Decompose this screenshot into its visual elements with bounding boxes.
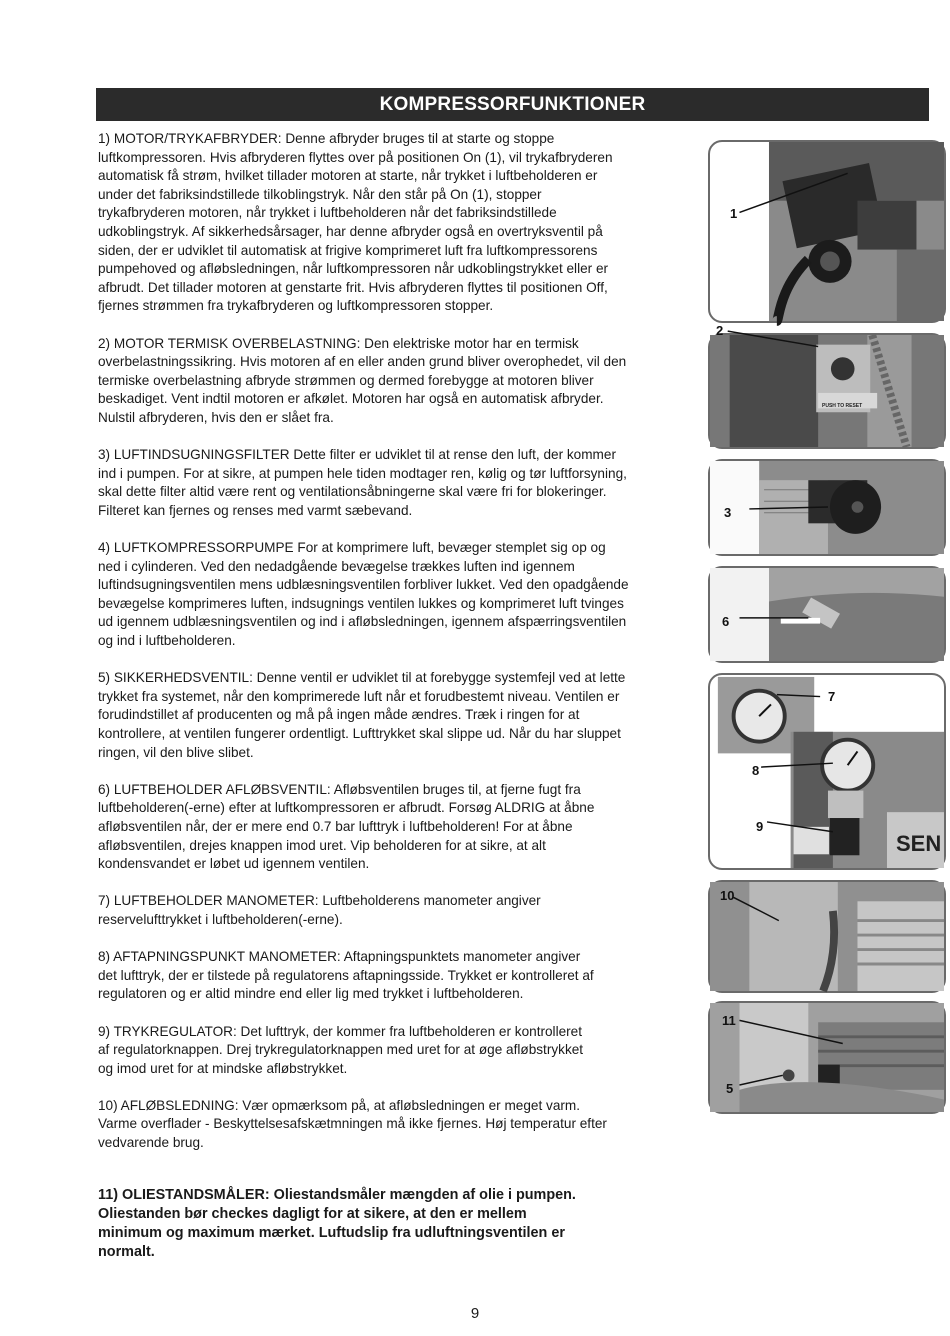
section-safety-valve: 5) SIKKERHEDSVENTIL: Denne ventil er udviklet til at forebygge systemfejl ved at lette trykket fra systemet, når den komprimerede luft når et forudbestemt niveau. Ventilen er forudindstillet af producenten og må på ingen måde ændres. Træk i ringen for at kontrollere, at ventilen fungerer ordentligt. Lufttrykket skal slippe ud. Når du har sluppet ringen, vil den blive slibet. xyxy=(98,670,626,760)
photo-discharge-line xyxy=(708,880,946,993)
section-compressor-pump: 4) LUFTKOMPRESSORPUMPE For at komprimere luft, bevæger stemplet sig op og ned i cylinderen. Ved den nedadgående bevægelse trækkes luften ind igennem luftindsugningsventilen mens udblæsningsventilen forbliver lukket. Ved den opadgående bevægelse komprimeres luften, indsugnings ventilen lukkes og komprimeret luft tvinges ud igennem udblæsningsventilen og ind i afløbsledningen, igennem afspærringsventilen og ind i luftbeholderen. xyxy=(98,540,629,649)
photo-intake-filter xyxy=(708,459,946,556)
page-number: 9 xyxy=(470,1305,480,1322)
section-motor-switch: 1) MOTOR/TRYKAFBRYDER: Denne afbryder bruges til at starte og stoppe luftkompressoren. Hvis afbryderen flyttes over på positionen On (1), vil trykafbryderen automatisk få strøm, hvilket tillader motoren at starte, når trykket i luftbeholderen er under det fabriksindstillede tilkoblingstryk. Når den står på On (1), stopper trykafbryderen motoren, når trykket i luftbeholderen når det fabriksindstillede udkoblingstryk. Af sikkerhedsårsager, har denne afbryder også en overtryksventil på siden, der er udviklet til automatisk at frigive komprimeret luft fra luftkompressorens pumpehoved og afløbsledningen, når luftkompressoren når udkoblingstrykket eller er afbrudt. Det tillader motoren at genstarte frit. Hvis afbryderen flyttes til positionen Off, fjernes strømmen fra trykafbryderen og luftkompressoren stopper. xyxy=(98,131,613,314)
photo-overload-reset xyxy=(708,323,946,449)
oil-level-note: 11) OLIESTANDSMÅLER: Oliestandsmåler mængden af olie i pumpen. Oliestanden bør checkes dagligt for at sikere, at den er mellem minimum og maximum mærket. Luftudslip fra udluftningsventilen er normalt. xyxy=(98,1187,576,1260)
callout-label: 10 xyxy=(720,888,735,903)
callout-label: 8 xyxy=(752,763,760,778)
photo-drain-valve xyxy=(708,566,946,663)
section-tank-gauge: 7) LUFTBEHOLDER MANOMETER: Luftbeholderens manometer angiver reservelufttrykket i luftbeholderen(-erne). xyxy=(98,893,541,927)
reset-plate-label: PUSH TO RESET xyxy=(822,403,863,409)
section-drain-valve: 6) LUFTBEHOLDER AFLØBSVENTIL: Afløbsventilen bruges til, at fjerne fugt fra luftbeholderen(-erne) efter at luftkompressoren er afbrudt. Forsøg ALDRIG at åbne afløbsventilen når, der er mere end 0.7 bar lufttryk i luftbeholderen! For at åbne afløbsventilen, drejes knappen imod uret. Vip beholderen for at sikre, at alt kondensvandet er løbet ud igennem ventilen. xyxy=(98,781,595,872)
section-intake-filter: 3) LUFTINDSUGNINGSFILTER Dette filter er udviklet til at rense den luft, der kommer ind i pumpen. For at sikre, at pumpen hele tiden modtager ren, kølig og tør luftforsyning, skal dette filter altid være rent og ventilationsåbningerne skal være fri for blokeringer. Filteret kan fjernes og renses med varmt sæbevand. xyxy=(98,447,627,518)
callout-label: 6 xyxy=(722,614,730,629)
callout-label: 11 xyxy=(722,1013,736,1028)
callout-label: 9 xyxy=(756,819,764,834)
section-discharge-line: 10) AFLØBSLEDNING: Vær opmærksom på, at afløbsledningen er meget varm. Varme overflader - Beskyttelsesafskætmningen må ikke fjernes. Høj temperatur efter vedvarende brug. xyxy=(98,1097,607,1151)
callout-label: 1 xyxy=(730,206,738,221)
page-title: KOMPRESSORFUNKTIONER xyxy=(96,88,929,121)
photo-gauges-regulator xyxy=(708,673,946,870)
callout-label: 7 xyxy=(828,689,836,704)
callout-label: 5 xyxy=(726,1081,734,1096)
callout-label: 3 xyxy=(724,505,732,520)
text-column xyxy=(98,130,683,1153)
brand-text: SEN xyxy=(896,831,942,856)
section-outlet-gauge: 8) AFTAPNINGSPUNKT MANOMETER: Aftapningspunktets manometer angiver det lufttryk, der er tilstede på regulatorens aftapningsside. Trykket er kontrolleret af regulatoren og er altid mindre end eller lig med trykket i luftbeholderen. xyxy=(98,949,594,1002)
photo-oil-sight-glass xyxy=(708,1001,946,1114)
section-thermal-overload: 2) MOTOR TERMISK OVERBELASTNING: Den elektriske motor har en termisk overbelastningssikring. Hvis motoren af en eller anden grund bliver overophedet, vil den termiske overbelastning afbryde strømmen og dermed forebygge at motoren bliver beskadiget. Vent indtil motoren er afkølet. Motoren har også en automatisk afbryder. Nulstil afbryderen, hvis den er slået fra. xyxy=(98,335,627,425)
callout-label: 2 xyxy=(716,323,724,338)
photo-pressure-switch xyxy=(708,140,946,323)
section-regulator: 9) TRYKREGULATOR: Det lufttryk, der kommer fra luftbeholderen er kontrolleret af regulatorknappen. Drej trykregulatorknappen med uret for at øge afløbstrykket og imod uret for at mindske afløbstrykket. xyxy=(98,1023,584,1076)
